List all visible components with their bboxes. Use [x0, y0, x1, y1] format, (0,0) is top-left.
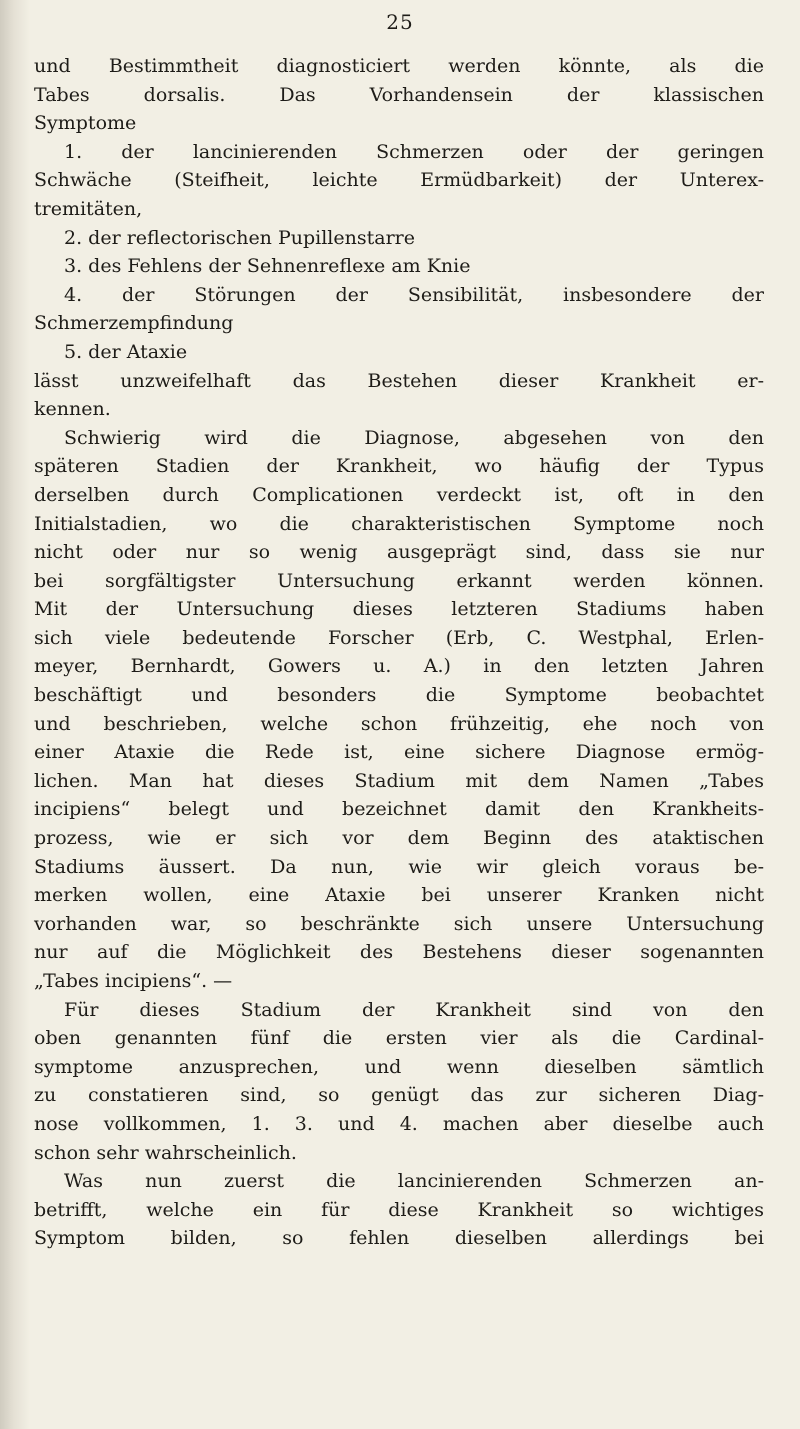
text-line: bei sorgfältigster Untersuchung erkannt werden können.: [34, 569, 764, 592]
page-binding-shadow: [0, 0, 30, 1429]
text-line: tremitäten,: [34, 197, 143, 220]
text-line: und Bestimmtheit diagnosticiert werden könnte, als die: [34, 55, 764, 77]
text-line: lässt unzweifelhaft das Bestehen dieser Krankheit er-: [34, 369, 764, 392]
text-line: prozess, wie er sich vor dem Beginn des ataktischen: [34, 827, 764, 850]
text-line: Tabes dorsalis. Das Vorhandensein der klassischen: [34, 83, 764, 106]
text-line: 5. der Ataxie: [64, 340, 188, 363]
text-line: meyer, Bernhardt, Gowers u. A.) in den letzten Jahren: [34, 655, 764, 678]
text-line: Symptom bilden, so fehlen dieselben allerdings bei: [34, 1227, 764, 1250]
text-line: Initialstadien, wo die charakteristischen Symptome noch: [34, 512, 764, 535]
text-line: Was nun zuerst die lancinierenden Schmerzen an-: [64, 1170, 764, 1193]
text-line: merken wollen, eine Ataxie bei unserer Kranken nicht: [34, 884, 764, 907]
body-text: [34, 52, 764, 1253]
text-line: vorhanden war, so beschränkte sich unsere Untersuchung: [34, 912, 764, 935]
text-line: 2. der reflectorischen Pupillenstarre: [64, 226, 415, 249]
text-line: „Tabes incipiens“. —: [34, 970, 233, 992]
text-line: 1. der lancinierenden Schmerzen oder der geringen: [64, 140, 764, 163]
text-line: nose vollkommen, 1. 3. und 4. machen aber dieselbe auch: [34, 1112, 764, 1135]
page-number: 25: [386, 10, 414, 34]
text-line: lichen. Man hat dieses Stadium mit dem Namen „Tabes: [34, 769, 764, 792]
text-line: späteren Stadien der Krankheit, wo häufig der Typus: [34, 455, 764, 478]
text-line: beschäftigt und besonders die Symptome beobachtet: [34, 684, 764, 707]
text-line: Schwäche (Steifheit, leichte Ermüdbarkeit) der Unterex-: [34, 169, 764, 192]
text-line: einer Ataxie die Rede ist, eine sichere Diagnose ermög-: [34, 741, 764, 764]
text-line: Schwierig wird die Diagnose, abgesehen von den: [64, 426, 764, 449]
text-line: sich viele bedeutende Forscher (Erb, C. Westphal, Erlen-: [34, 626, 764, 649]
text-line: nicht oder nur so wenig ausgeprägt sind, dass sie nur: [34, 541, 764, 564]
text-line: und beschrieben, welche schon frühzeitig, ehe noch von: [34, 712, 764, 735]
text-line: incipiens“ belegt und bezeichnet damit den Krankheits-: [34, 798, 764, 821]
text-line: Symptome: [34, 112, 137, 135]
text-line: 3. des Fehlens der Sehnenreflexe am Knie: [64, 255, 471, 278]
text-line: Für dieses Stadium der Krankheit sind von den: [64, 998, 764, 1021]
text-line: derselben durch Complicationen verdeckt ist, oft in den: [34, 483, 764, 506]
text-line: schon sehr wahrscheinlich.: [34, 1141, 297, 1164]
text-line: Mit der Untersuchung dieses letzteren Stadiums haben: [34, 598, 764, 621]
text-line: nur auf die Möglichkeit des Bestehens dieser sogenannten: [34, 941, 764, 964]
text-line: zu constatieren sind, so genügt das zur sicheren Diag-: [34, 1084, 764, 1107]
text-line: Schmerzempfindung: [34, 312, 234, 335]
text-line: Stadiums äussert. Da nun, wie wir gleich voraus be-: [34, 855, 764, 878]
text-line: kennen.: [34, 398, 111, 421]
text-line: 4. der Störungen der Sensibilität, insbesondere der: [64, 283, 764, 306]
text-line: symptome anzusprechen, und wenn dieselben sämtlich: [34, 1055, 764, 1078]
text-line: oben genannten fünf die ersten vier als die Cardinal-: [34, 1027, 764, 1050]
text-line: betrifft, welche ein für diese Krankheit so wichtiges: [34, 1198, 764, 1221]
